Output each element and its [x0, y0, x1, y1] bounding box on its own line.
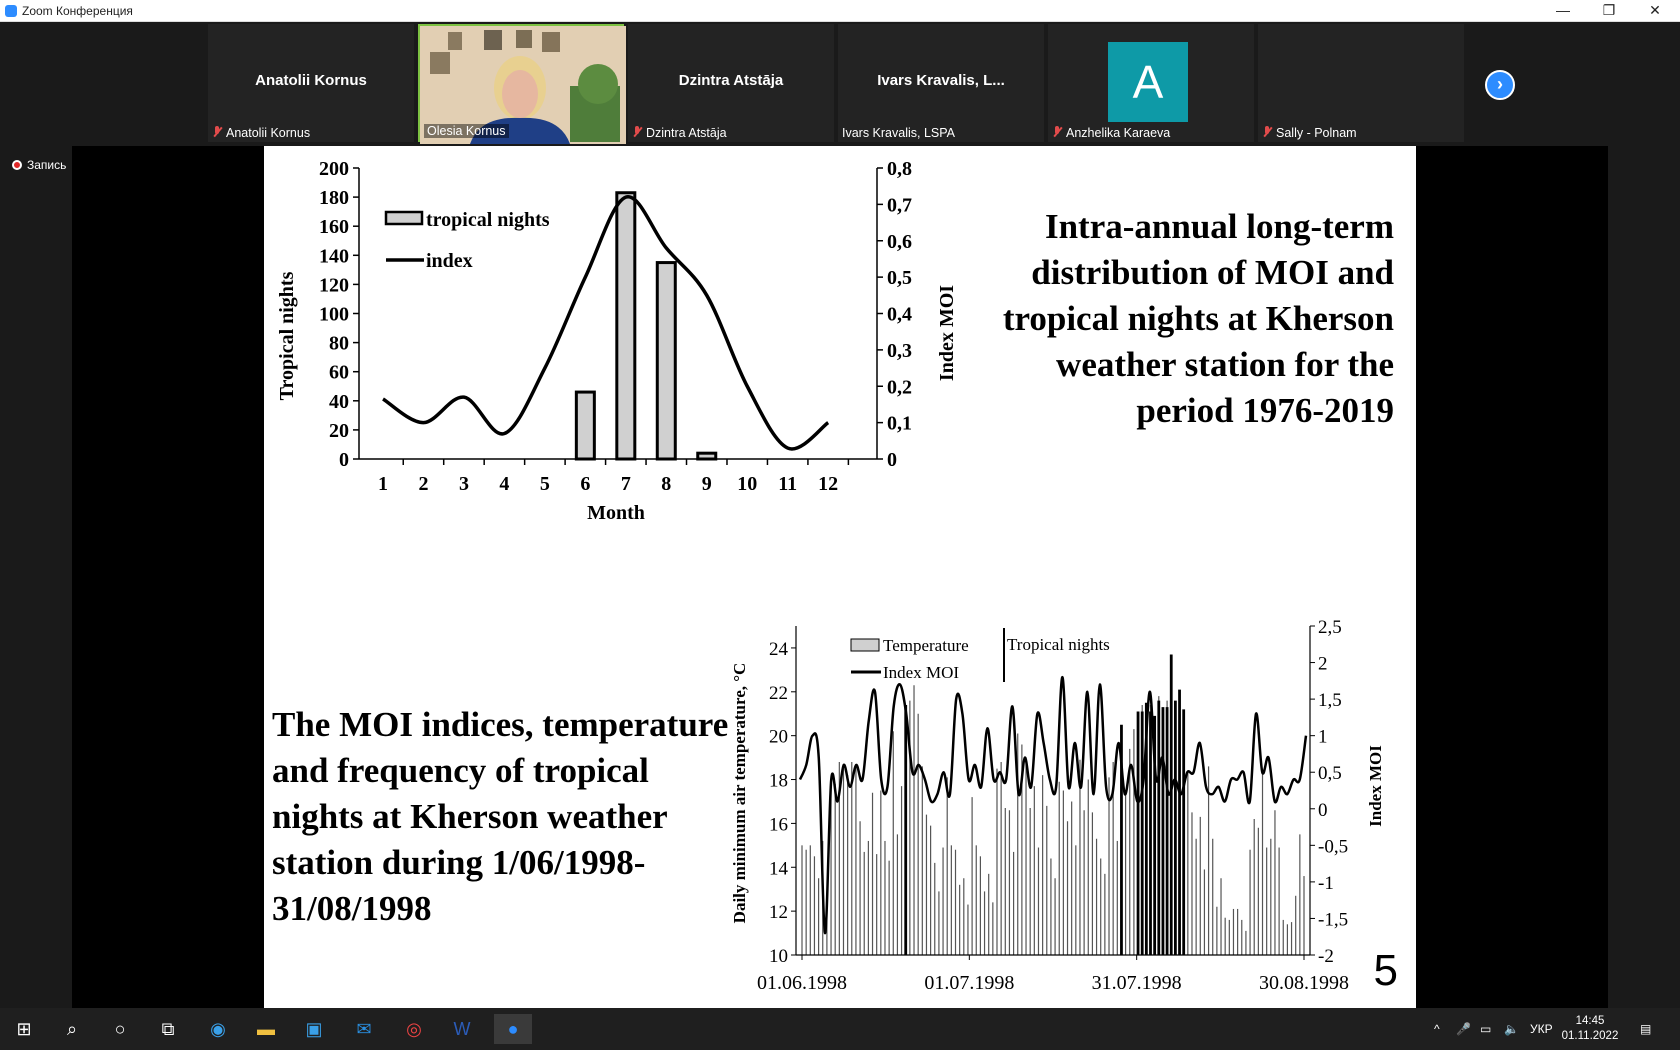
chart2-ytick: 20	[769, 726, 788, 748]
chart2-y2tick: 2,5	[1318, 617, 1342, 638]
record-icon	[12, 160, 22, 170]
chart2-ytick: 22	[769, 682, 788, 704]
chart1-y2label: Index MOI	[936, 284, 958, 382]
cortana-icon[interactable]: ○	[114, 1019, 126, 1039]
chart2-index-line	[800, 677, 1306, 933]
minimize-button[interactable]: —	[1556, 2, 1570, 18]
chart1-ytick: 100	[319, 303, 349, 326]
participant-label: Anatolii Kornus	[212, 126, 310, 140]
chart1-xtick: 4	[499, 473, 510, 495]
chart2-ylabel: Daily minimum air temperature, °C	[730, 662, 749, 924]
microphone-icon[interactable]: 🎤	[1456, 1022, 1471, 1036]
participant-label: Dzintra Atstāja	[632, 126, 727, 140]
notification-icon[interactable]: ▤	[1640, 1022, 1652, 1036]
chart1-ytick: 20	[329, 419, 349, 442]
chart2-xtick: 30.08.1998	[1259, 972, 1349, 994]
participant-name: Anatolii Kornus	[255, 72, 367, 89]
chart1-ylabel: Tropical nights	[276, 271, 298, 401]
chart1-ytick: 140	[319, 245, 349, 268]
chart1-ytick: 120	[319, 274, 349, 297]
participant-tile[interactable]	[838, 24, 1044, 142]
slide-title-top: Intra-annual long-term distribution of MOI and tropical nights at Kherson weather station for the period 1976-2019	[1002, 207, 1394, 430]
zoom-app-icon	[5, 5, 17, 17]
clock[interactable]: 14:45 01.11.2022	[1561, 1015, 1619, 1042]
word-icon[interactable]: W	[453, 1019, 471, 1039]
chart2-ytick: 18	[769, 770, 788, 792]
participant-tile-video[interactable]	[418, 24, 624, 142]
chart2-y2tick: -1	[1318, 872, 1334, 894]
mic-muted-icon	[1262, 126, 1272, 138]
chart1-ytick: 40	[329, 390, 349, 413]
window-titlebar	[0, 0, 1680, 22]
chart1-y2tick: 0,4	[887, 303, 912, 326]
participant-tile[interactable]	[208, 24, 414, 142]
chart2-ytick: 16	[769, 814, 788, 836]
chart2-ytick: 10	[769, 946, 788, 967]
chart2-xtick: 31.07.1998	[1091, 972, 1182, 994]
participant-label: Anzhelika Karaeva	[1052, 126, 1170, 140]
legend-tropical-nights: tropical nights	[426, 209, 550, 231]
mail-icon[interactable]: ✉	[356, 1019, 372, 1039]
chart2-y2tick: -2	[1318, 946, 1334, 967]
chart1-xtick: 3	[458, 473, 469, 495]
chart2-y2tick: 0,5	[1318, 763, 1342, 785]
chart1-ytick: 180	[319, 187, 349, 210]
chart2-ytick: 14	[769, 858, 788, 880]
zoom-taskbar-icon[interactable]: ●	[494, 1014, 532, 1044]
participants-strip	[0, 22, 1680, 146]
legend-index: index	[426, 250, 473, 272]
chart1-xtick: 9	[701, 473, 712, 495]
participant-tile[interactable]	[1048, 24, 1254, 142]
chart2-y2tick: 2	[1318, 653, 1328, 675]
participant-label: Olesia Kornus	[424, 124, 509, 138]
tray-chevron-icon[interactable]: ^	[1434, 1022, 1440, 1036]
chart1-xtick: 12	[818, 473, 839, 495]
participant-name: Dzintra Atstāja	[678, 72, 784, 89]
participant-name: Ivars Kravalis, L...	[877, 72, 1005, 89]
chart2-y2tick: -0,5	[1318, 836, 1349, 858]
chart2-y2tick: 1,5	[1318, 690, 1342, 712]
language-indicator[interactable]: УКР	[1530, 1022, 1553, 1036]
chrome-icon[interactable]: ◎	[406, 1019, 422, 1039]
chart1-xtick: 6	[580, 473, 591, 495]
chart1-xtick: 1	[378, 473, 388, 495]
chart1-ytick: 200	[319, 158, 349, 180]
chart1-xtick: 2	[418, 473, 429, 495]
participant-tile[interactable]	[1258, 24, 1464, 142]
file-explorer-icon[interactable]: ▬	[257, 1019, 275, 1039]
chart1-xtick: 11	[778, 473, 798, 495]
chart1-ytick: 80	[329, 332, 349, 355]
volume-icon[interactable]: 🔈	[1504, 1022, 1519, 1036]
chart1-y2tick: 0,5	[887, 267, 912, 290]
chart1-xtick: 5	[539, 473, 550, 495]
store-icon[interactable]: ▣	[305, 1019, 323, 1039]
slide-title-bottom: The MOI indices, temperature and frequency of tropical nights at Kherson weather station during 1/06/1998-31/08/1998	[272, 705, 729, 928]
chart2-y2tick: 0	[1318, 799, 1328, 821]
participant-label: Sally - Polnam	[1262, 126, 1357, 140]
close-button[interactable]: ✕	[1649, 2, 1661, 18]
window-title: Zoom Конференция	[22, 4, 133, 18]
recording-indicator[interactable]: Запись	[12, 158, 66, 172]
legend-temperature: Temperature	[883, 636, 969, 655]
participant-tile[interactable]	[628, 24, 834, 142]
chart1-xtick: 7	[620, 473, 631, 495]
chart2-y2tick: 1	[1318, 726, 1328, 748]
chart1-xlabel: Month	[587, 502, 645, 524]
chart1-y2tick: 0,1	[887, 412, 912, 435]
chart1-xtick: 8	[661, 473, 672, 495]
search-icon[interactable]: ⌕	[66, 1019, 78, 1039]
avatar: A	[1108, 42, 1188, 122]
legend-index-moi: Index MOI	[883, 663, 960, 682]
chart1-ytick: 0	[339, 449, 349, 471]
chart1-ytick: 160	[319, 216, 349, 239]
chart2-ytick: 24	[769, 638, 788, 660]
chart1-y2tick: 0,8	[887, 158, 912, 180]
windows-taskbar	[0, 1008, 1680, 1050]
chart2-ytick: 12	[769, 902, 788, 924]
mic-muted-icon	[1052, 126, 1062, 138]
mic-muted-icon	[212, 126, 222, 138]
edge-icon[interactable]: ◉	[210, 1019, 226, 1039]
chart1-y2tick: 0,6	[887, 230, 912, 253]
chart1-ytick: 60	[329, 361, 349, 384]
participant-label: Ivars Kravalis, LSPA	[842, 126, 956, 140]
mic-muted-icon	[632, 126, 642, 138]
chart2-y2tick: -1,5	[1318, 909, 1349, 931]
legend-tropical-nights-2: Tropical nights	[1007, 635, 1110, 654]
chart-moi-1998	[264, 146, 1416, 1008]
chart1-y2tick: 0	[887, 449, 897, 471]
task-view-icon[interactable]: ⧉	[161, 1019, 175, 1039]
slide-page-number: 5	[1373, 946, 1398, 995]
chart1-y2tick: 0,2	[887, 376, 912, 399]
legend-temp-swatch	[851, 639, 879, 651]
chart2-xtick: 01.06.1998	[757, 972, 847, 994]
restore-button[interactable]: ❐	[1602, 2, 1616, 18]
chart1-y2tick: 0,7	[887, 194, 912, 217]
network-icon[interactable]: ▭	[1480, 1022, 1492, 1036]
chart2-y2label: Index MOI	[1366, 745, 1385, 827]
start-icon[interactable]: ⊞	[16, 1019, 32, 1039]
chart1-xtick: 10	[737, 473, 758, 495]
chart1-y2tick: 0,3	[887, 339, 912, 362]
next-page-button[interactable]: ›	[1485, 70, 1515, 100]
presentation-slide	[264, 146, 1416, 1008]
chart2-xtick: 01.07.1998	[924, 972, 1015, 994]
